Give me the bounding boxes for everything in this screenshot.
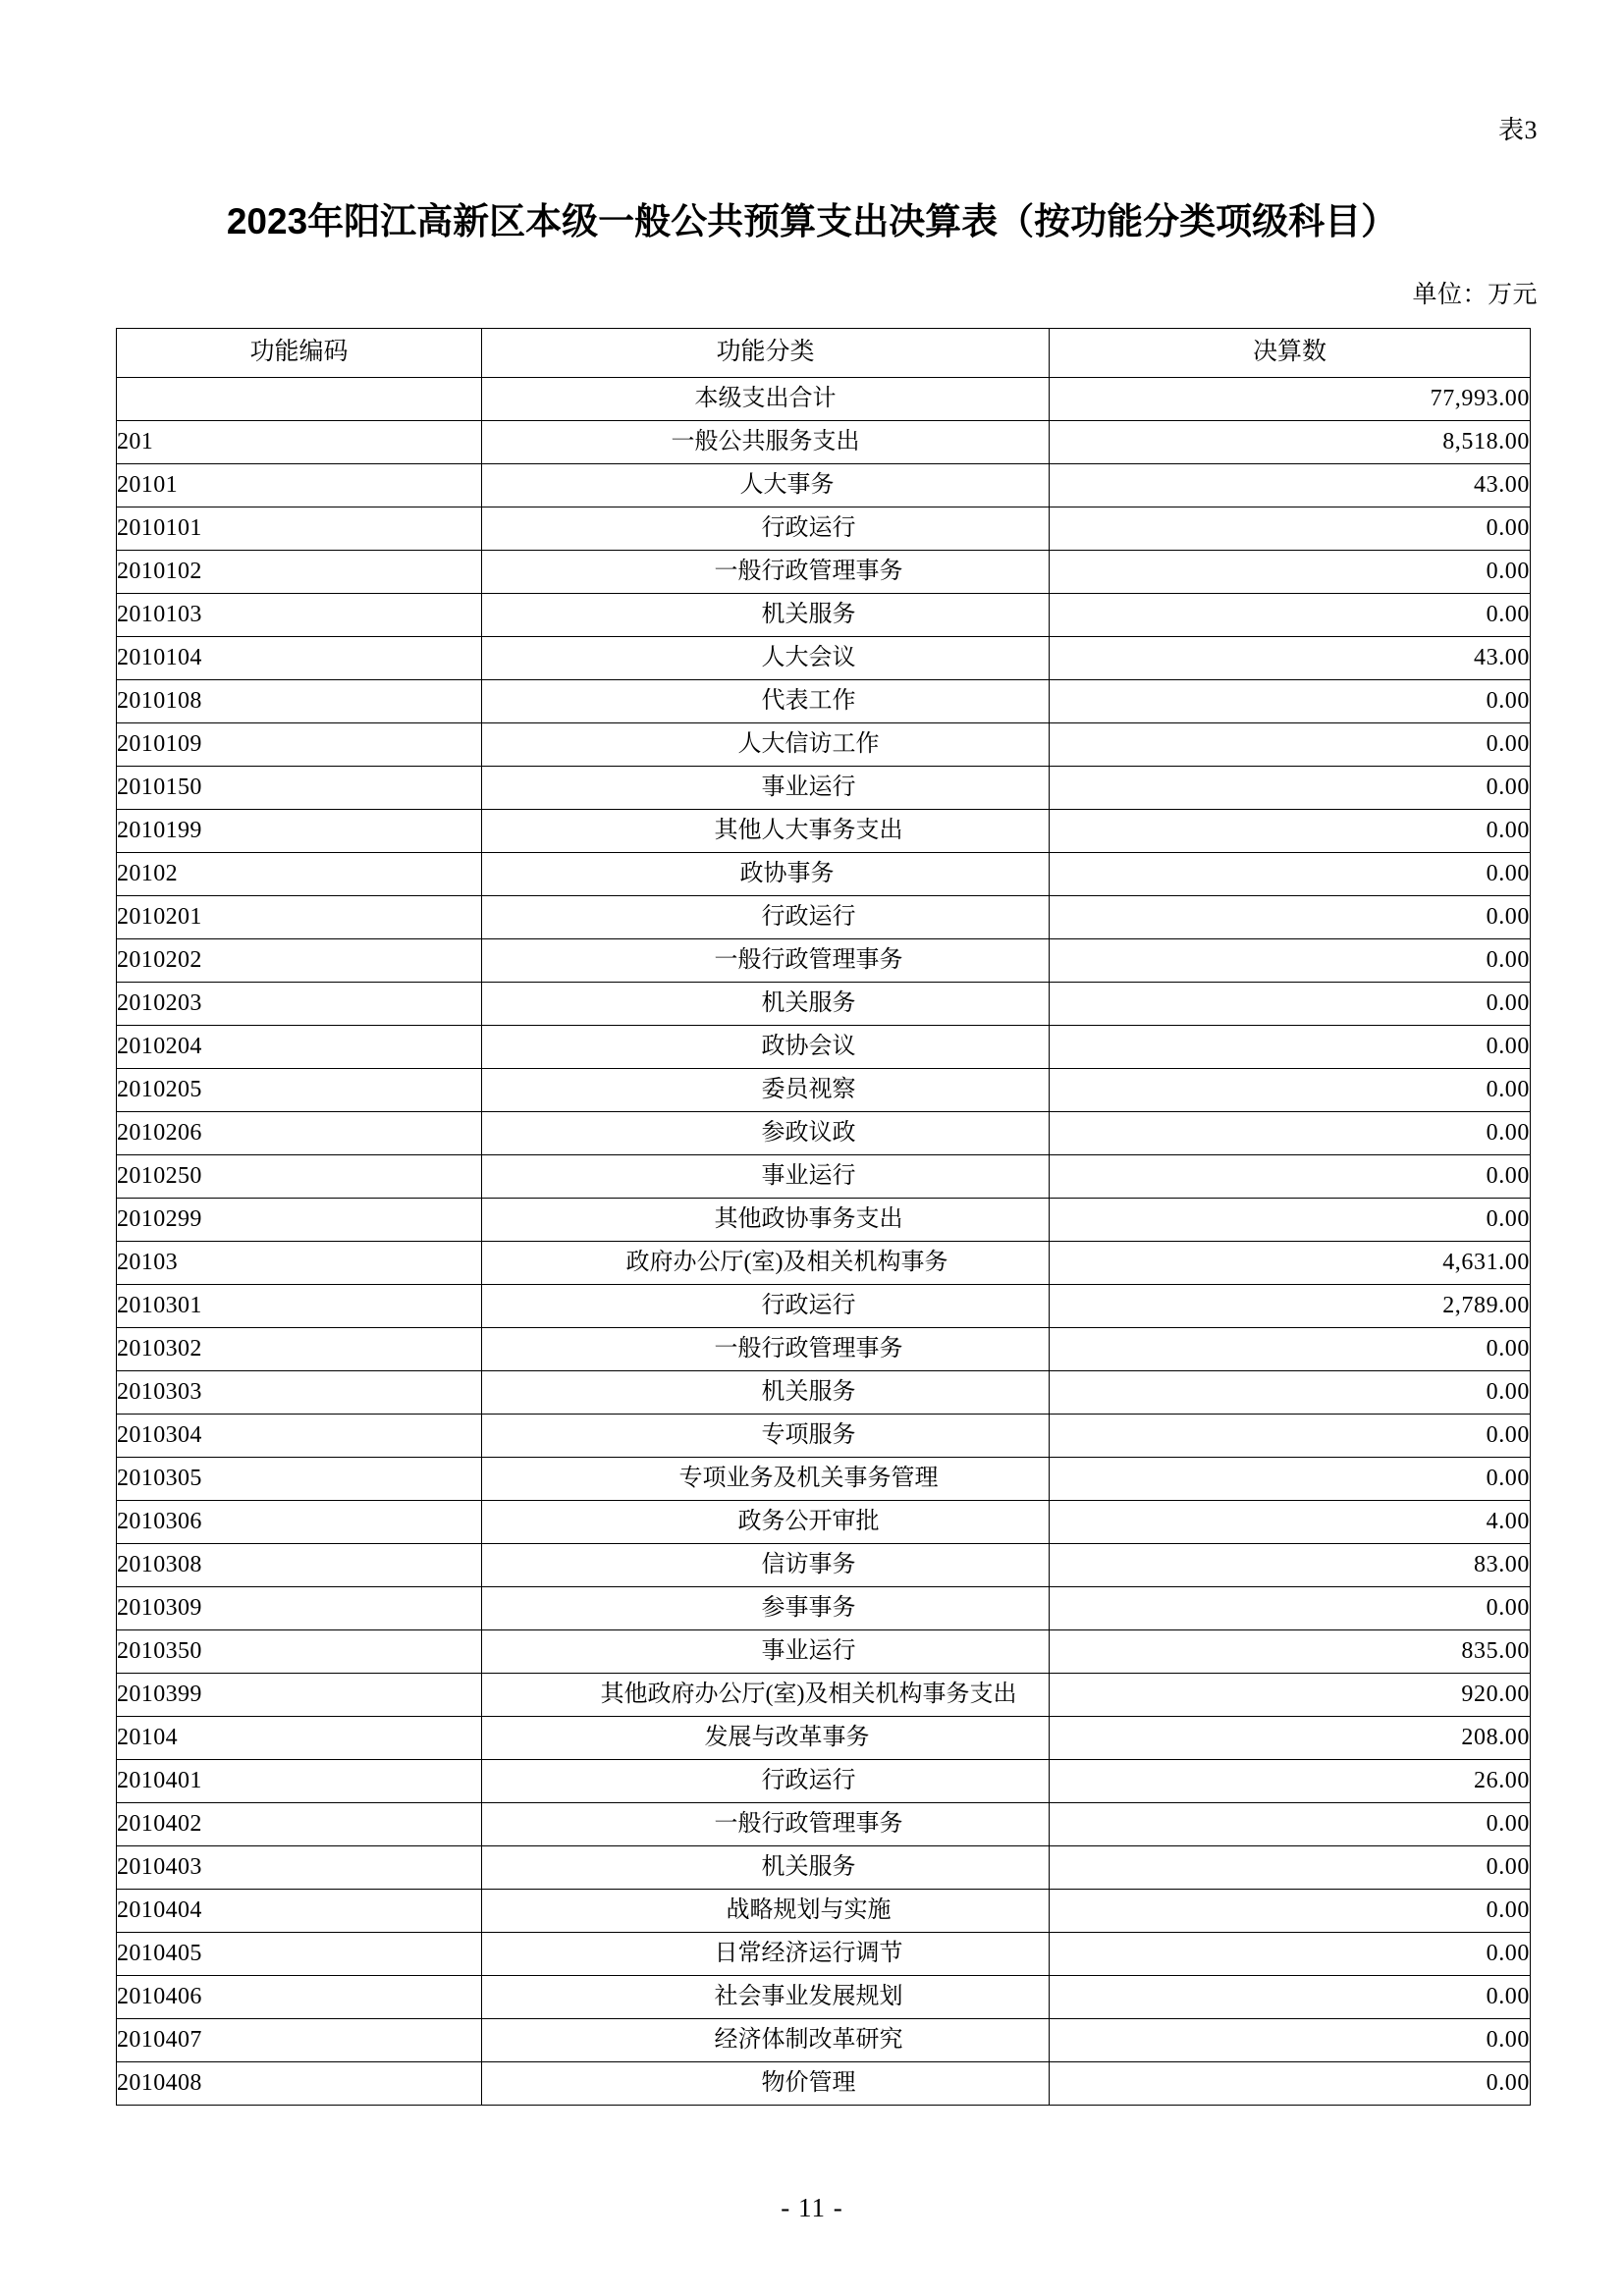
cell-function-name [482, 637, 1050, 680]
cell-final-amount: 0.00 [1050, 983, 1531, 1026]
cell-final-amount: 0.00 [1050, 1890, 1531, 1933]
cell-function-name [482, 1458, 1050, 1501]
cell-function-name [482, 680, 1050, 723]
cell-final-amount: 0.00 [1050, 507, 1531, 551]
cell-function-code: 2010405 [117, 1933, 482, 1976]
cell-final-amount: 0.00 [1050, 1026, 1531, 1069]
function-name-label: 人大事务 [739, 471, 835, 498]
table-row [117, 1630, 1531, 1674]
table-row [117, 1717, 1531, 1760]
function-name-label: 参政议政 [761, 1119, 856, 1146]
cell-function-code: 2010302 [117, 1328, 482, 1371]
cell-final-amount: 0.00 [1050, 1199, 1531, 1242]
cell-function-code: 2010203 [117, 983, 482, 1026]
function-name-label: 政协会议 [761, 1033, 856, 1059]
function-name-label: 发展与改革事务 [704, 1724, 870, 1750]
cell-function-code: 20103 [117, 1242, 482, 1285]
function-name-label: 一般公共服务支出 [671, 428, 860, 454]
function-name-label: 行政运行 [761, 514, 856, 541]
cell-final-amount: 0.00 [1050, 1933, 1531, 1976]
table-row [117, 767, 1531, 810]
table-row [117, 853, 1531, 896]
table-row [117, 464, 1531, 507]
function-name-label: 一般行政管理事务 [714, 1810, 903, 1837]
cell-final-amount: 0.00 [1050, 680, 1531, 723]
cell-function-code: 20104 [117, 1717, 482, 1760]
cell-function-name [482, 723, 1050, 767]
cell-function-name [482, 551, 1050, 594]
cell-function-code: 2010406 [117, 1976, 482, 2019]
cell-function-code: 201 [117, 421, 482, 464]
function-name-label: 事业运行 [761, 774, 856, 800]
cell-function-code: 2010305 [117, 1458, 482, 1501]
cell-final-amount: 0.00 [1050, 853, 1531, 896]
cell-final-amount: 0.00 [1050, 1803, 1531, 1846]
cell-final-amount: 26.00 [1050, 1760, 1531, 1803]
table-row [117, 1155, 1531, 1199]
function-name-label: 行政运行 [761, 1292, 856, 1318]
function-name-label: 日常经济运行调节 [714, 1940, 903, 1966]
cell-function-name [482, 1199, 1050, 1242]
cell-final-amount: 0.00 [1050, 1458, 1531, 1501]
function-name-label: 信访事务 [761, 1551, 856, 1577]
cell-function-name [482, 1976, 1050, 2019]
table-row [117, 810, 1531, 853]
function-name-label: 参事事务 [761, 1594, 856, 1621]
cell-function-name [482, 1587, 1050, 1630]
cell-function-code: 2010399 [117, 1674, 482, 1717]
function-name-label: 政协事务 [739, 860, 835, 886]
cell-function-name [482, 464, 1050, 507]
function-name-label: 专项服务 [761, 1421, 856, 1448]
cell-function-name [482, 2019, 1050, 2062]
cell-function-name [482, 1544, 1050, 1587]
table-row [117, 680, 1531, 723]
cell-function-name [482, 1933, 1050, 1976]
cell-function-code: 20102 [117, 853, 482, 896]
cell-function-name [482, 1371, 1050, 1415]
cell-function-code: 2010303 [117, 1371, 482, 1415]
cell-function-name [482, 810, 1050, 853]
cell-final-amount: 0.00 [1050, 1371, 1531, 1415]
unit-label: 单位：万元 [1412, 282, 1538, 308]
cell-function-name [482, 1803, 1050, 1846]
table-row [117, 1803, 1531, 1846]
table-row [117, 378, 1531, 421]
cell-function-name [482, 896, 1050, 939]
table-row [117, 1242, 1531, 1285]
cell-final-amount: 0.00 [1050, 594, 1531, 637]
table-row [117, 939, 1531, 983]
table-row [117, 1674, 1531, 1717]
cell-final-amount: 0.00 [1050, 2062, 1531, 2106]
function-name-label: 代表工作 [761, 687, 856, 714]
column-header-code: 功能编码 [117, 329, 482, 378]
table-row [117, 1199, 1531, 1242]
function-name-label: 本级支出合计 [694, 385, 837, 411]
cell-final-amount: 0.00 [1050, 1328, 1531, 1371]
cell-function-name [482, 1415, 1050, 1458]
column-header-name: 功能分类 [482, 329, 1050, 378]
cell-function-name [482, 1155, 1050, 1199]
cell-function-code: 2010103 [117, 594, 482, 637]
cell-final-amount: 0.00 [1050, 1587, 1531, 1630]
function-name-label: 人大会议 [761, 644, 856, 670]
cell-function-name [482, 421, 1050, 464]
table-body [117, 378, 1531, 2106]
cell-function-name [482, 1112, 1050, 1155]
cell-final-amount: 0.00 [1050, 723, 1531, 767]
cell-function-code: 2010306 [117, 1501, 482, 1544]
cell-function-code: 2010404 [117, 1890, 482, 1933]
cell-function-code: 2010309 [117, 1587, 482, 1630]
cell-function-code: 20101 [117, 464, 482, 507]
table-header [117, 329, 1531, 378]
table-row [117, 421, 1531, 464]
cell-function-name [482, 378, 1050, 421]
table-row [117, 1933, 1531, 1976]
cell-function-code: 2010206 [117, 1112, 482, 1155]
function-name-label: 事业运行 [761, 1637, 856, 1664]
table-row [117, 1846, 1531, 1890]
cell-function-name [482, 1285, 1050, 1328]
cell-final-amount: 0.00 [1050, 1112, 1531, 1155]
cell-final-amount: 0.00 [1050, 767, 1531, 810]
cell-function-name [482, 983, 1050, 1026]
table-row [117, 1415, 1531, 1458]
cell-final-amount: 77,993.00 [1050, 378, 1531, 421]
budget-table [116, 328, 1531, 2106]
cell-function-name [482, 1501, 1050, 1544]
cell-function-name [482, 507, 1050, 551]
cell-final-amount: 4,631.00 [1050, 1242, 1531, 1285]
function-name-label: 机关服务 [761, 1378, 856, 1405]
table-row [117, 896, 1531, 939]
cell-function-code: 2010102 [117, 551, 482, 594]
cell-final-amount: 208.00 [1050, 1717, 1531, 1760]
function-name-label: 其他人大事务支出 [714, 817, 903, 843]
cell-final-amount: 920.00 [1050, 1674, 1531, 1717]
cell-function-code: 2010408 [117, 2062, 482, 2106]
function-name-label: 社会事业发展规划 [714, 1983, 903, 2009]
table-row [117, 983, 1531, 1026]
cell-final-amount: 0.00 [1050, 1415, 1531, 1458]
cell-function-name [482, 1242, 1050, 1285]
cell-function-code: 2010308 [117, 1544, 482, 1587]
table-row [117, 551, 1531, 594]
table-row [117, 1890, 1531, 1933]
table-row [117, 1760, 1531, 1803]
cell-final-amount: 4.00 [1050, 1501, 1531, 1544]
cell-function-code: 2010403 [117, 1846, 482, 1890]
cell-function-code: 2010250 [117, 1155, 482, 1199]
cell-function-code: 2010104 [117, 637, 482, 680]
cell-function-name [482, 594, 1050, 637]
cell-function-name [482, 1026, 1050, 1069]
cell-function-code: 2010401 [117, 1760, 482, 1803]
cell-final-amount: 43.00 [1050, 464, 1531, 507]
function-name-label: 其他政协事务支出 [714, 1205, 903, 1232]
table-row [117, 1587, 1531, 1630]
cell-function-name [482, 1890, 1050, 1933]
cell-function-name [482, 767, 1050, 810]
cell-function-code: 2010402 [117, 1803, 482, 1846]
cell-final-amount: 0.00 [1050, 810, 1531, 853]
column-header-value: 决算数 [1050, 329, 1531, 378]
cell-function-code: 2010101 [117, 507, 482, 551]
cell-function-code: 2010201 [117, 896, 482, 939]
cell-function-name [482, 1717, 1050, 1760]
cell-function-code: 2010202 [117, 939, 482, 983]
page-title: 2023年阳江高新区本级一般公共预算支出决算表（按功能分类项级科目） [226, 201, 1398, 241]
table-header-row [117, 329, 1531, 378]
function-name-label: 一般行政管理事务 [714, 946, 903, 973]
cell-final-amount: 43.00 [1050, 637, 1531, 680]
function-name-label: 机关服务 [761, 601, 856, 627]
cell-function-code: 2010199 [117, 810, 482, 853]
function-name-label: 一般行政管理事务 [714, 1335, 903, 1362]
cell-function-name [482, 1328, 1050, 1371]
function-name-label: 行政运行 [761, 903, 856, 930]
cell-final-amount: 83.00 [1050, 1544, 1531, 1587]
function-name-label: 其他政府办公厅(室)及相关机构事务支出 [600, 1681, 1017, 1707]
function-name-label: 专项业务及机关事务管理 [678, 1465, 939, 1491]
cell-function-code: 2010299 [117, 1199, 482, 1242]
function-name-label: 政府办公厅(室)及相关机构事务 [625, 1249, 948, 1275]
cell-function-code [117, 378, 482, 421]
cell-final-amount: 835.00 [1050, 1630, 1531, 1674]
cell-final-amount: 0.00 [1050, 939, 1531, 983]
table-row [117, 1328, 1531, 1371]
table-row [117, 1371, 1531, 1415]
cell-function-code: 2010108 [117, 680, 482, 723]
table-row [117, 1069, 1531, 1112]
table-row [117, 1501, 1531, 1544]
cell-final-amount: 0.00 [1050, 896, 1531, 939]
sheet-label: 表3 [1497, 116, 1538, 144]
function-name-label: 经济体制改革研究 [714, 2026, 903, 2053]
cell-function-code: 2010109 [117, 723, 482, 767]
table-row [117, 723, 1531, 767]
function-name-label: 政务公开审批 [737, 1508, 880, 1534]
function-name-label: 物价管理 [761, 2069, 856, 2096]
cell-function-code: 2010304 [117, 1415, 482, 1458]
table-row [117, 1112, 1531, 1155]
cell-function-code: 2010350 [117, 1630, 482, 1674]
cell-final-amount: 0.00 [1050, 1846, 1531, 1890]
table-row [117, 1976, 1531, 2019]
cell-final-amount: 0.00 [1050, 1155, 1531, 1199]
function-name-label: 一般行政管理事务 [714, 558, 903, 584]
cell-function-name [482, 939, 1050, 983]
cell-final-amount: 0.00 [1050, 551, 1531, 594]
function-name-label: 机关服务 [761, 1853, 856, 1880]
cell-final-amount: 2,789.00 [1050, 1285, 1531, 1328]
table-row [117, 2062, 1531, 2106]
function-name-label: 人大信访工作 [737, 730, 880, 757]
cell-function-name [482, 1674, 1050, 1717]
function-name-label: 行政运行 [761, 1767, 856, 1793]
table-row [117, 507, 1531, 551]
cell-function-name [482, 853, 1050, 896]
cell-final-amount: 8,518.00 [1050, 421, 1531, 464]
cell-function-code: 2010204 [117, 1026, 482, 1069]
cell-final-amount: 0.00 [1050, 1976, 1531, 2019]
cell-function-code: 2010407 [117, 2019, 482, 2062]
cell-final-amount: 0.00 [1050, 2019, 1531, 2062]
cell-final-amount: 0.00 [1050, 1069, 1531, 1112]
cell-function-code: 2010301 [117, 1285, 482, 1328]
function-name-label: 战略规划与实施 [726, 1896, 892, 1923]
table-row [117, 1285, 1531, 1328]
function-name-label: 机关服务 [761, 989, 856, 1016]
table-row [117, 637, 1531, 680]
cell-function-name [482, 1069, 1050, 1112]
function-name-label: 事业运行 [761, 1162, 856, 1189]
page-number: - 11 - [781, 2193, 843, 2222]
table-row [117, 1458, 1531, 1501]
cell-function-name [482, 2062, 1050, 2106]
table-row [117, 1544, 1531, 1587]
cell-function-name [482, 1760, 1050, 1803]
budget-table-container [116, 328, 1530, 2106]
cell-function-name [482, 1630, 1050, 1674]
table-row [117, 1026, 1531, 1069]
cell-function-code: 2010205 [117, 1069, 482, 1112]
table-row [117, 594, 1531, 637]
cell-function-name [482, 1846, 1050, 1890]
cell-function-code: 2010150 [117, 767, 482, 810]
table-row [117, 2019, 1531, 2062]
function-name-label: 委员视察 [761, 1076, 856, 1102]
